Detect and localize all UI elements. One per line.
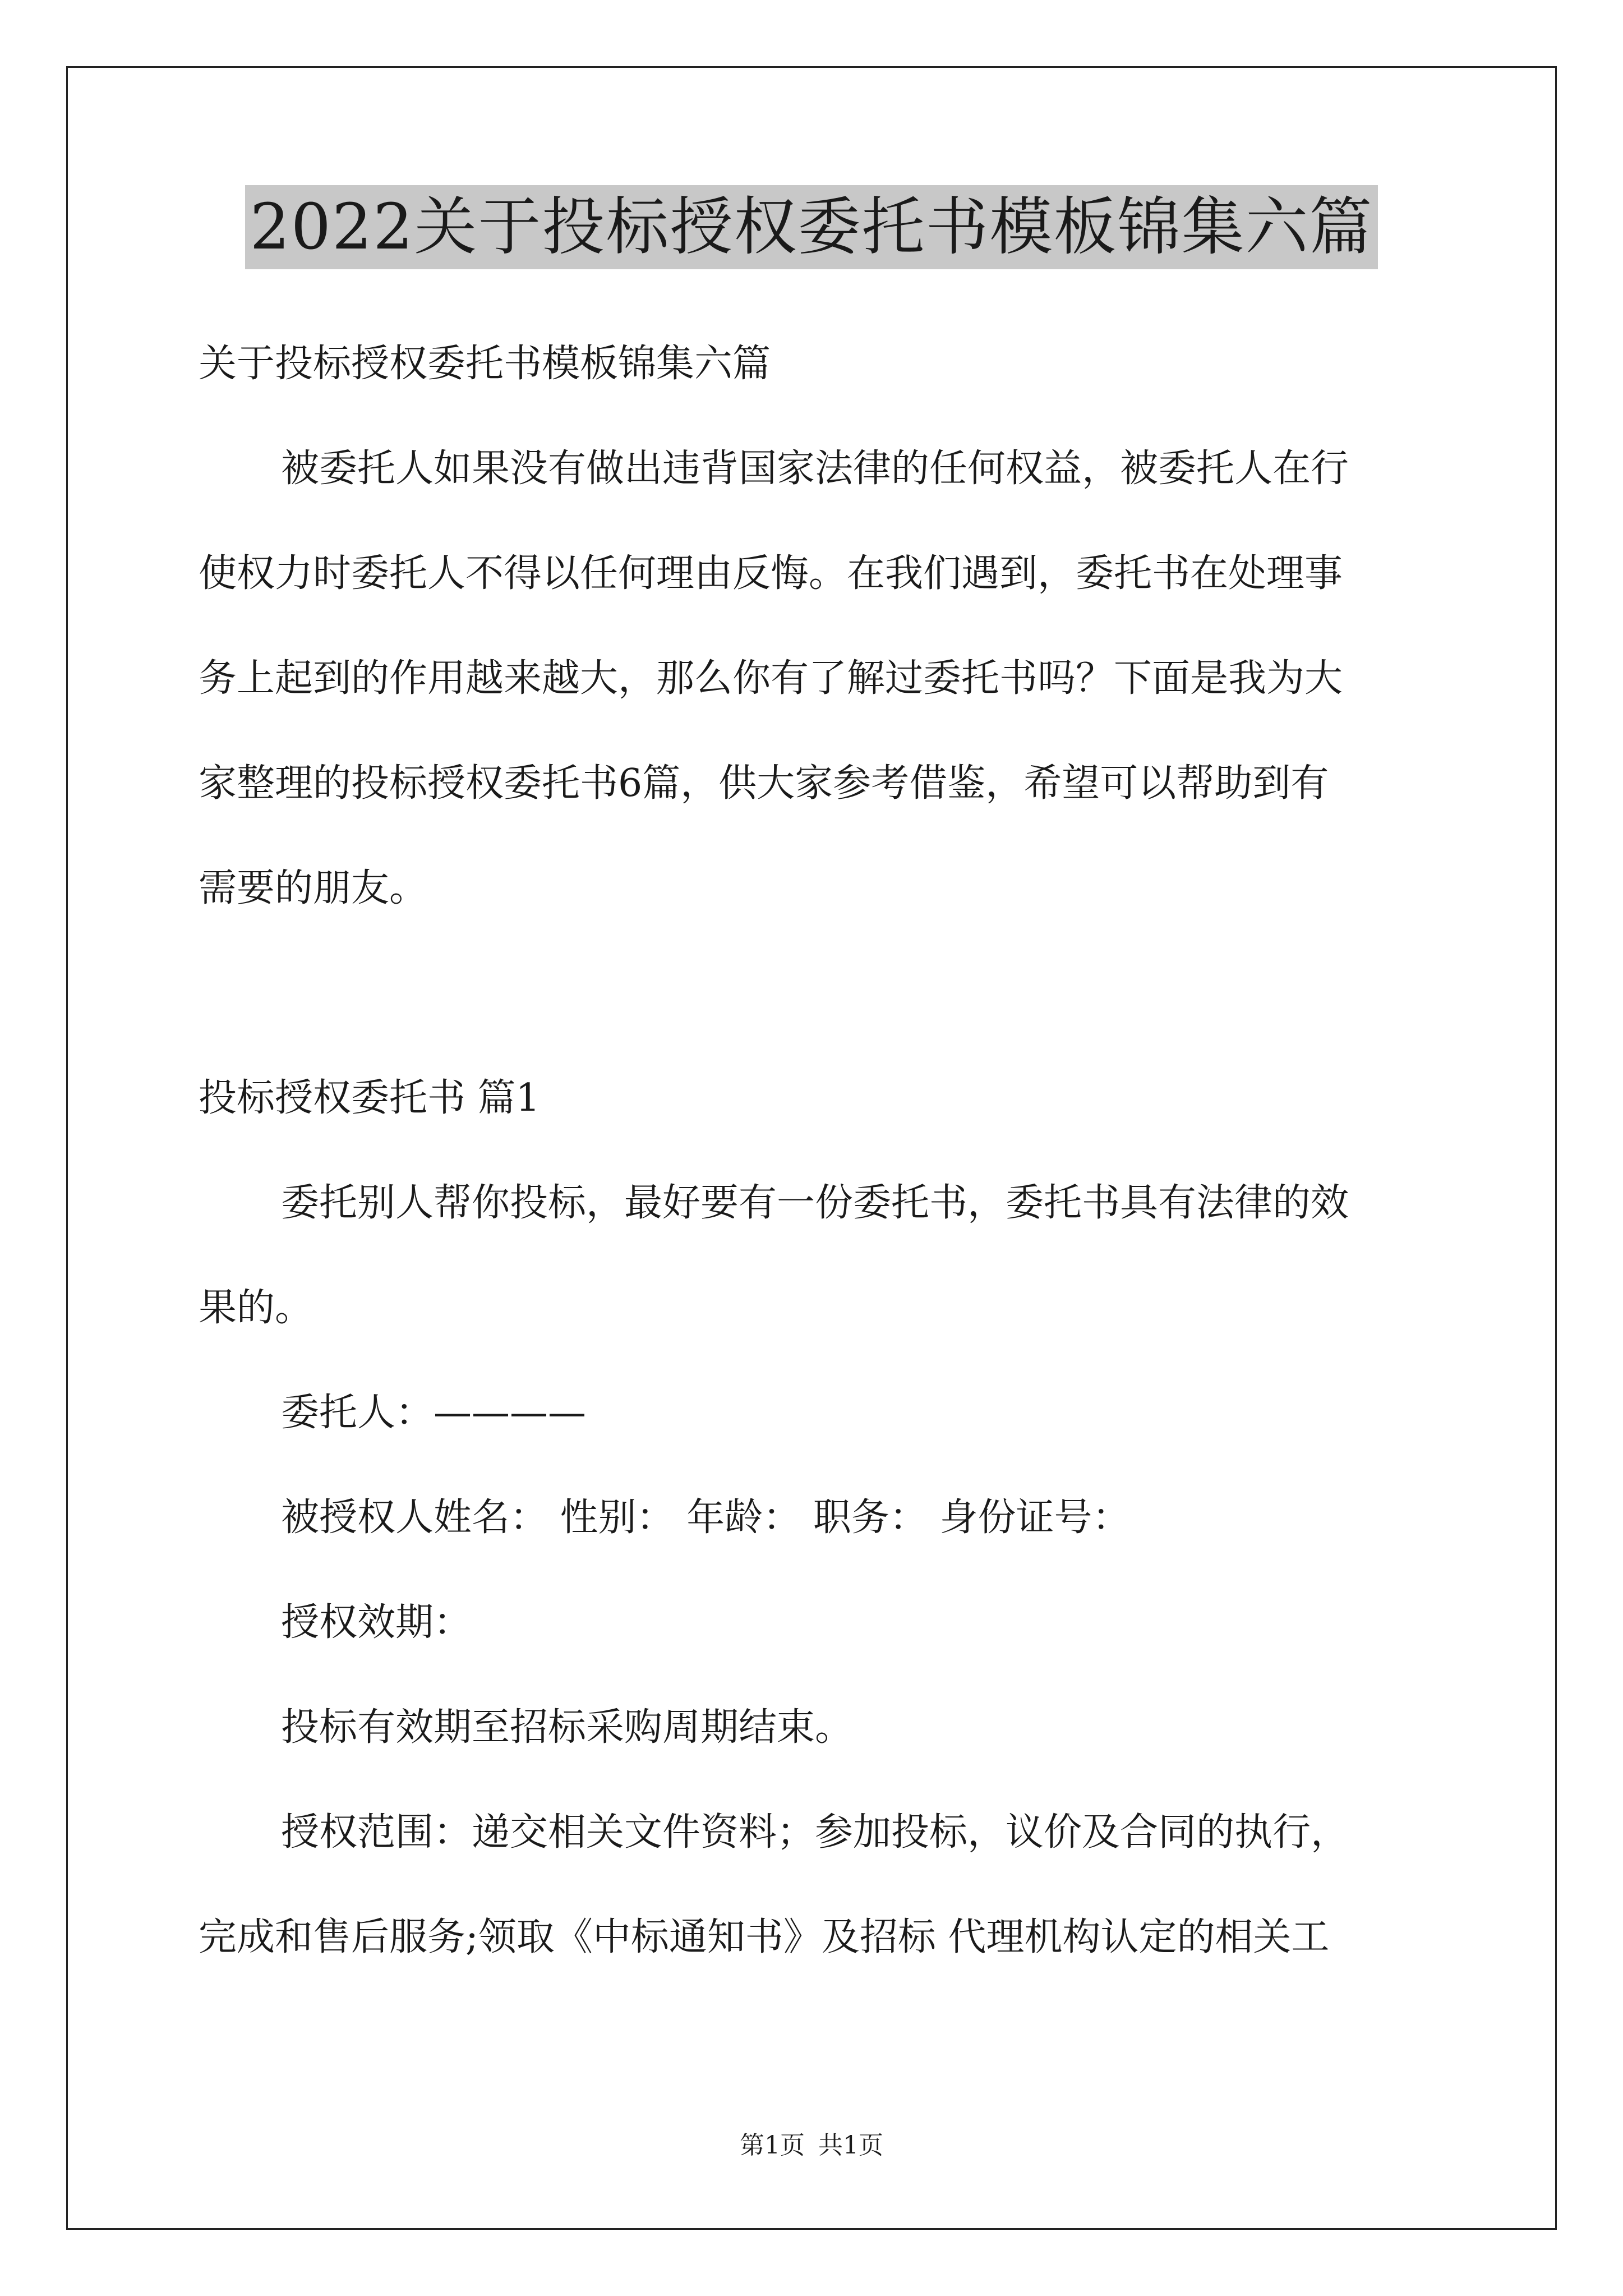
blank-line	[199, 941, 1432, 1046]
section-heading: 投标授权委托书 篇1	[199, 1076, 540, 1120]
paragraph-line: 委托别人帮你投标，最好要有一份委托书，委托书具有法律的效	[281, 1181, 1349, 1225]
title-container	[0, 185, 1623, 269]
paragraph-line: 务上起到的作用越来越大，那么你有了解过委托书吗？下面是我为大	[199, 656, 1343, 701]
page-total: 共1页	[818, 2131, 883, 2160]
paragraph-line: 果的。	[199, 1286, 313, 1330]
document-title: 2022关于投标授权委托书模板锦集六篇	[245, 185, 1377, 269]
paragraph-line: 需要的朋友。	[199, 866, 428, 910]
paragraph-line: 使权力时委托人不得以任何理由反悔。在我们遇到，委托书在处理事	[199, 551, 1343, 596]
subtitle-line: 关于投标授权委托书模板锦集六篇	[199, 342, 771, 386]
page-number: 第1页	[740, 2131, 805, 2160]
field-line: 委托人：————	[281, 1391, 587, 1435]
field-line: 被授权人姓名： 性别： 年龄： 职务： 身份证号：	[281, 1496, 1131, 1540]
paragraph-line: 授权范围：递交相关文件资料；参加投标，议价及合同的执行，	[281, 1810, 1349, 1855]
paragraph-line: 家整理的投标授权委托书6篇，供大家参考借鉴，希望可以帮助到有	[199, 761, 1329, 806]
page-footer	[0, 2129, 1623, 2162]
paragraph-line: 被委托人如果没有做出违背国家法律的任何权益，被委托人在行	[281, 447, 1349, 491]
document-body	[199, 311, 1432, 1990]
field-line: 授权效期：	[281, 1600, 472, 1645]
paragraph-line: 完成和售后服务;领取《中标通知书》及招标 代理机构认定的相关工	[199, 1915, 1330, 1959]
paragraph-line: 投标有效期至招标采购周期结束。	[281, 1705, 854, 1750]
